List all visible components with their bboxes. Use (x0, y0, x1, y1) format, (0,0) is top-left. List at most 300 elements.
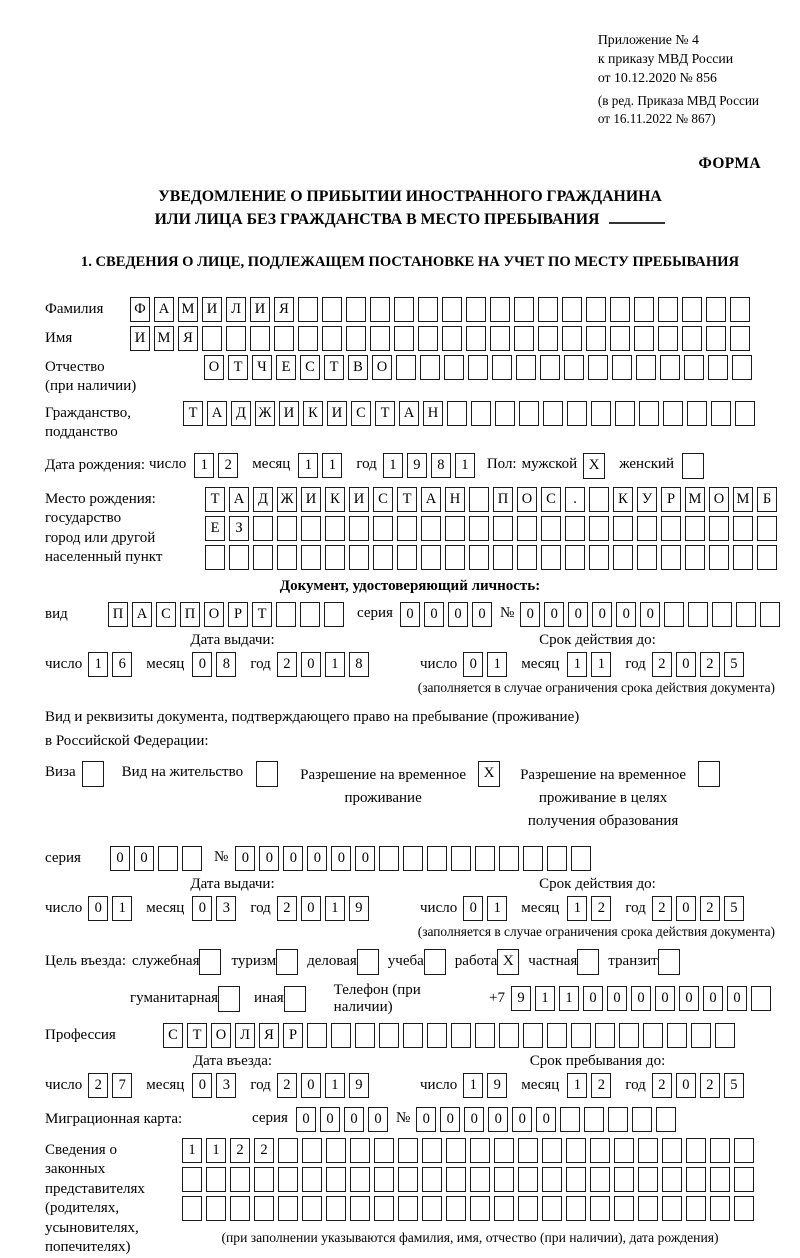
char-cell[interactable] (494, 1167, 514, 1192)
char-cell[interactable]: 2 (254, 1138, 274, 1163)
char-cell[interactable]: 1 (325, 896, 345, 921)
char-cell[interactable] (499, 1023, 519, 1048)
char-cell[interactable]: 0 (616, 602, 636, 627)
char-cell[interactable]: К (303, 401, 323, 426)
char-cell[interactable] (685, 516, 705, 541)
char-cell[interactable]: 3 (216, 896, 236, 921)
char-cell[interactable]: 0 (416, 1107, 436, 1132)
char-cell[interactable]: П (180, 602, 200, 627)
char-cell[interactable]: 1 (559, 986, 579, 1011)
char-cell[interactable] (397, 516, 417, 541)
char-cell[interactable]: Р (228, 602, 248, 627)
char-cell[interactable] (422, 1167, 442, 1192)
checkbox-purpose-humanitarian[interactable] (218, 986, 240, 1012)
char-cell[interactable] (451, 846, 471, 871)
char-cell[interactable]: 1 (298, 453, 318, 478)
char-cell[interactable] (298, 326, 318, 351)
char-cell[interactable]: 1 (463, 1073, 483, 1098)
char-cell[interactable] (760, 602, 780, 627)
char-cell[interactable]: 9 (349, 896, 369, 921)
char-cell[interactable] (661, 545, 681, 570)
char-cell[interactable]: И (349, 487, 369, 512)
char-cell[interactable]: 8 (216, 652, 236, 677)
char-cell[interactable] (325, 516, 345, 541)
char-cell[interactable] (445, 516, 465, 541)
checkbox-purpose-official[interactable] (199, 949, 221, 975)
char-cell[interactable]: А (132, 602, 152, 627)
char-cell[interactable]: 0 (676, 652, 696, 677)
char-cell[interactable] (278, 1196, 298, 1221)
char-cell[interactable] (706, 297, 726, 322)
char-cell[interactable]: 3 (216, 1073, 236, 1098)
char-cell[interactable] (226, 326, 246, 351)
char-cell[interactable] (451, 1023, 471, 1048)
char-cell[interactable] (349, 516, 369, 541)
char-cell[interactable]: 1 (567, 1073, 587, 1098)
char-cell[interactable] (608, 1107, 628, 1132)
char-cell[interactable] (614, 1167, 634, 1192)
char-cell[interactable]: 0 (472, 602, 492, 627)
char-cell[interactable]: 2 (591, 896, 611, 921)
char-cell[interactable]: Я (274, 297, 294, 322)
char-cell[interactable]: О (372, 355, 392, 380)
char-cell[interactable] (706, 326, 726, 351)
char-cell[interactable] (517, 545, 537, 570)
char-cell[interactable]: С (373, 487, 393, 512)
char-cell[interactable] (494, 1196, 514, 1221)
char-cell[interactable] (466, 326, 486, 351)
char-cell[interactable]: 0 (568, 602, 588, 627)
char-cell[interactable]: 7 (112, 1073, 132, 1098)
char-cell[interactable] (687, 401, 707, 426)
char-cell[interactable]: 0 (463, 896, 483, 921)
char-cell[interactable]: О (204, 602, 224, 627)
char-cell[interactable] (567, 401, 587, 426)
char-cell[interactable] (682, 326, 702, 351)
char-cell[interactable] (374, 1196, 394, 1221)
char-cell[interactable] (418, 297, 438, 322)
char-cell[interactable]: 8 (349, 652, 369, 677)
char-cell[interactable] (206, 1167, 226, 1192)
char-cell[interactable] (158, 846, 178, 871)
char-cell[interactable]: 5 (724, 1073, 744, 1098)
char-cell[interactable] (302, 1167, 322, 1192)
char-cell[interactable] (638, 1167, 658, 1192)
char-cell[interactable] (540, 355, 560, 380)
char-cell[interactable]: С (156, 602, 176, 627)
char-cell[interactable]: 2 (700, 652, 720, 677)
char-cell[interactable]: 5 (724, 652, 744, 677)
char-cell[interactable] (469, 516, 489, 541)
char-cell[interactable] (397, 545, 417, 570)
char-cell[interactable]: 2 (652, 652, 672, 677)
char-cell[interactable]: Ж (255, 401, 275, 426)
char-cell[interactable] (182, 1167, 202, 1192)
char-cell[interactable]: И (130, 326, 150, 351)
char-cell[interactable] (370, 326, 390, 351)
checkbox-purpose-other[interactable] (284, 986, 306, 1012)
char-cell[interactable]: О (211, 1023, 231, 1048)
char-cell[interactable]: 0 (727, 986, 747, 1011)
char-cell[interactable] (688, 602, 708, 627)
char-cell[interactable]: М (178, 297, 198, 322)
char-cell[interactable] (446, 1167, 466, 1192)
char-cell[interactable]: 1 (535, 986, 555, 1011)
char-cell[interactable] (619, 1023, 639, 1048)
char-cell[interactable]: А (399, 401, 419, 426)
char-cell[interactable] (301, 516, 321, 541)
char-cell[interactable] (710, 1138, 730, 1163)
char-cell[interactable] (350, 1167, 370, 1192)
char-cell[interactable] (398, 1138, 418, 1163)
char-cell[interactable] (661, 516, 681, 541)
char-cell[interactable]: 0 (655, 986, 675, 1011)
char-cell[interactable]: 1 (383, 453, 403, 478)
char-cell[interactable] (346, 297, 366, 322)
char-cell[interactable]: Т (183, 401, 203, 426)
char-cell[interactable] (584, 1107, 604, 1132)
char-cell[interactable]: 0 (676, 896, 696, 921)
char-cell[interactable]: 9 (511, 986, 531, 1011)
char-cell[interactable]: 2 (700, 1073, 720, 1098)
char-cell[interactable]: Т (375, 401, 395, 426)
char-cell[interactable] (542, 1138, 562, 1163)
char-cell[interactable]: Б (757, 487, 777, 512)
char-cell[interactable] (427, 846, 447, 871)
char-cell[interactable] (230, 1196, 250, 1221)
char-cell[interactable]: 0 (355, 846, 375, 871)
char-cell[interactable] (469, 487, 489, 512)
char-cell[interactable] (565, 516, 585, 541)
char-cell[interactable]: . (565, 487, 585, 512)
char-cell[interactable] (466, 297, 486, 322)
char-cell[interactable] (493, 516, 513, 541)
char-cell[interactable]: С (300, 355, 320, 380)
char-cell[interactable] (730, 297, 750, 322)
char-cell[interactable] (277, 516, 297, 541)
char-cell[interactable] (422, 1138, 442, 1163)
char-cell[interactable]: Т (397, 487, 417, 512)
char-cell[interactable] (565, 545, 585, 570)
char-cell[interactable]: 0 (192, 1073, 212, 1098)
char-cell[interactable] (571, 1023, 591, 1048)
char-cell[interactable] (733, 516, 753, 541)
char-cell[interactable] (445, 545, 465, 570)
char-cell[interactable]: 0 (703, 986, 723, 1011)
char-cell[interactable] (490, 326, 510, 351)
char-cell[interactable] (326, 1196, 346, 1221)
char-cell[interactable] (547, 1023, 567, 1048)
char-cell[interactable]: 0 (134, 846, 154, 871)
char-cell[interactable]: У (637, 487, 657, 512)
char-cell[interactable]: А (207, 401, 227, 426)
char-cell[interactable]: 0 (400, 602, 420, 627)
char-cell[interactable] (685, 545, 705, 570)
char-cell[interactable]: С (163, 1023, 183, 1048)
char-cell[interactable] (736, 602, 756, 627)
char-cell[interactable] (686, 1138, 706, 1163)
char-cell[interactable] (276, 602, 296, 627)
char-cell[interactable] (566, 1167, 586, 1192)
checkbox-purpose-transit[interactable] (658, 949, 680, 975)
char-cell[interactable] (523, 1023, 543, 1048)
checkbox-visa[interactable] (82, 761, 104, 787)
char-cell[interactable] (403, 846, 423, 871)
char-cell[interactable]: 1 (206, 1138, 226, 1163)
char-cell[interactable] (560, 1107, 580, 1132)
char-cell[interactable] (590, 1138, 610, 1163)
char-cell[interactable] (686, 1196, 706, 1221)
char-cell[interactable] (709, 545, 729, 570)
char-cell[interactable]: 1 (487, 896, 507, 921)
char-cell[interactable] (686, 1167, 706, 1192)
char-cell[interactable]: 0 (440, 1107, 460, 1132)
char-cell[interactable] (734, 1138, 754, 1163)
char-cell[interactable] (637, 516, 657, 541)
char-cell[interactable]: 1 (591, 652, 611, 677)
char-cell[interactable] (732, 355, 752, 380)
char-cell[interactable]: 0 (283, 846, 303, 871)
char-cell[interactable] (394, 326, 414, 351)
char-cell[interactable] (547, 846, 567, 871)
char-cell[interactable]: 0 (512, 1107, 532, 1132)
char-cell[interactable]: 0 (301, 1073, 321, 1098)
char-cell[interactable] (499, 846, 519, 871)
char-cell[interactable] (517, 516, 537, 541)
char-cell[interactable] (543, 401, 563, 426)
checkbox-purpose-private[interactable] (577, 949, 599, 975)
char-cell[interactable]: 0 (192, 896, 212, 921)
char-cell[interactable] (250, 326, 270, 351)
char-cell[interactable] (206, 1196, 226, 1221)
char-cell[interactable] (663, 401, 683, 426)
char-cell[interactable] (230, 1167, 250, 1192)
char-cell[interactable] (730, 326, 750, 351)
char-cell[interactable]: Л (226, 297, 246, 322)
char-cell[interactable] (562, 326, 582, 351)
char-cell[interactable] (373, 516, 393, 541)
char-cell[interactable] (591, 401, 611, 426)
char-cell[interactable]: П (493, 487, 513, 512)
char-cell[interactable]: Д (231, 401, 251, 426)
char-cell[interactable]: 2 (591, 1073, 611, 1098)
checkbox-purpose-business[interactable] (357, 949, 379, 975)
char-cell[interactable]: Ж (277, 487, 297, 512)
char-cell[interactable]: 1 (567, 896, 587, 921)
char-cell[interactable] (684, 355, 704, 380)
char-cell[interactable] (495, 401, 515, 426)
char-cell[interactable] (638, 1138, 658, 1163)
char-cell[interactable] (442, 297, 462, 322)
char-cell[interactable] (589, 516, 609, 541)
char-cell[interactable] (302, 1196, 322, 1221)
char-cell[interactable] (370, 297, 390, 322)
char-cell[interactable] (637, 545, 657, 570)
char-cell[interactable]: И (301, 487, 321, 512)
char-cell[interactable] (733, 545, 753, 570)
char-cell[interactable] (595, 1023, 615, 1048)
char-cell[interactable] (514, 297, 534, 322)
char-cell[interactable]: 2 (218, 453, 238, 478)
char-cell[interactable] (202, 326, 222, 351)
char-cell[interactable]: 0 (592, 602, 612, 627)
char-cell[interactable] (667, 1023, 687, 1048)
char-cell[interactable] (518, 1196, 538, 1221)
char-cell[interactable]: 0 (344, 1107, 364, 1132)
char-cell[interactable] (396, 355, 416, 380)
char-cell[interactable] (734, 1196, 754, 1221)
char-cell[interactable] (470, 1196, 490, 1221)
char-cell[interactable] (349, 545, 369, 570)
char-cell[interactable]: 2 (277, 896, 297, 921)
char-cell[interactable] (468, 355, 488, 380)
char-cell[interactable]: З (229, 516, 249, 541)
char-cell[interactable] (331, 1023, 351, 1048)
char-cell[interactable]: 8 (431, 453, 451, 478)
char-cell[interactable]: 2 (652, 896, 672, 921)
char-cell[interactable] (493, 545, 513, 570)
char-cell[interactable] (298, 297, 318, 322)
char-cell[interactable]: Н (423, 401, 443, 426)
char-cell[interactable]: В (348, 355, 368, 380)
char-cell[interactable] (300, 602, 320, 627)
char-cell[interactable] (634, 297, 654, 322)
char-cell[interactable] (421, 545, 441, 570)
char-cell[interactable]: 1 (455, 453, 475, 478)
char-cell[interactable] (427, 1023, 447, 1048)
char-cell[interactable]: 2 (277, 652, 297, 677)
char-cell[interactable]: А (229, 487, 249, 512)
checkbox-purpose-tourism[interactable] (276, 949, 298, 975)
char-cell[interactable]: 1 (194, 453, 214, 478)
char-cell[interactable]: 1 (487, 652, 507, 677)
char-cell[interactable] (322, 326, 342, 351)
char-cell[interactable] (708, 355, 728, 380)
char-cell[interactable] (656, 1107, 676, 1132)
char-cell[interactable]: Я (178, 326, 198, 351)
char-cell[interactable] (634, 326, 654, 351)
char-cell[interactable] (541, 516, 561, 541)
char-cell[interactable] (562, 297, 582, 322)
char-cell[interactable]: 2 (652, 1073, 672, 1098)
char-cell[interactable] (636, 355, 656, 380)
char-cell[interactable] (518, 1138, 538, 1163)
char-cell[interactable] (326, 1138, 346, 1163)
char-cell[interactable] (514, 326, 534, 351)
char-cell[interactable] (470, 1138, 490, 1163)
char-cell[interactable]: 0 (307, 846, 327, 871)
char-cell[interactable] (757, 516, 777, 541)
checkbox-sex-female[interactable] (682, 453, 704, 479)
char-cell[interactable] (710, 1196, 730, 1221)
char-cell[interactable] (589, 487, 609, 512)
char-cell[interactable]: 0 (488, 1107, 508, 1132)
char-cell[interactable]: А (421, 487, 441, 512)
char-cell[interactable] (711, 401, 731, 426)
char-cell[interactable] (324, 602, 344, 627)
char-cell[interactable] (542, 1196, 562, 1221)
checkbox-residence-permit[interactable] (256, 761, 278, 787)
char-cell[interactable] (469, 545, 489, 570)
char-cell[interactable] (346, 326, 366, 351)
char-cell[interactable]: И (327, 401, 347, 426)
char-cell[interactable]: И (279, 401, 299, 426)
char-cell[interactable] (446, 1196, 466, 1221)
char-cell[interactable]: 0 (301, 652, 321, 677)
char-cell[interactable] (301, 545, 321, 570)
char-cell[interactable] (639, 401, 659, 426)
char-cell[interactable] (447, 401, 467, 426)
char-cell[interactable] (420, 355, 440, 380)
char-cell[interactable] (254, 1167, 274, 1192)
char-cell[interactable]: 0 (464, 1107, 484, 1132)
char-cell[interactable] (664, 602, 684, 627)
char-cell[interactable] (374, 1167, 394, 1192)
char-cell[interactable] (446, 1138, 466, 1163)
char-cell[interactable] (229, 545, 249, 570)
char-cell[interactable]: 0 (640, 602, 660, 627)
char-cell[interactable]: Р (661, 487, 681, 512)
char-cell[interactable]: 2 (88, 1073, 108, 1098)
char-cell[interactable] (442, 326, 462, 351)
char-cell[interactable] (374, 1138, 394, 1163)
char-cell[interactable] (373, 545, 393, 570)
char-cell[interactable] (322, 297, 342, 322)
char-cell[interactable] (710, 1167, 730, 1192)
char-cell[interactable] (612, 355, 632, 380)
char-cell[interactable]: 0 (192, 652, 212, 677)
char-cell[interactable]: И (250, 297, 270, 322)
char-cell[interactable] (205, 545, 225, 570)
char-cell[interactable] (471, 401, 491, 426)
char-cell[interactable]: 1 (112, 896, 132, 921)
char-cell[interactable] (278, 1138, 298, 1163)
char-cell[interactable]: 0 (88, 896, 108, 921)
char-cell[interactable] (610, 326, 630, 351)
char-cell[interactable]: Р (283, 1023, 303, 1048)
char-cell[interactable] (519, 401, 539, 426)
char-cell[interactable]: Т (187, 1023, 207, 1048)
char-cell[interactable] (586, 326, 606, 351)
title-blank-underline[interactable] (609, 210, 665, 224)
char-cell[interactable] (662, 1196, 682, 1221)
char-cell[interactable]: 0 (301, 896, 321, 921)
char-cell[interactable]: 2 (700, 896, 720, 921)
checkbox-sex-male[interactable]: X (583, 453, 605, 479)
char-cell[interactable] (691, 1023, 711, 1048)
char-cell[interactable] (253, 545, 273, 570)
char-cell[interactable] (394, 297, 414, 322)
char-cell[interactable] (614, 1138, 634, 1163)
char-cell[interactable]: 1 (88, 652, 108, 677)
char-cell[interactable]: 6 (112, 652, 132, 677)
checkbox-temp-residence-education[interactable] (698, 761, 720, 787)
char-cell[interactable] (398, 1196, 418, 1221)
char-cell[interactable] (307, 1023, 327, 1048)
char-cell[interactable] (475, 846, 495, 871)
char-cell[interactable]: 0 (331, 846, 351, 871)
char-cell[interactable] (350, 1138, 370, 1163)
char-cell[interactable]: 1 (567, 652, 587, 677)
char-cell[interactable] (658, 326, 678, 351)
char-cell[interactable]: С (541, 487, 561, 512)
char-cell[interactable] (379, 846, 399, 871)
char-cell[interactable] (613, 545, 633, 570)
char-cell[interactable] (662, 1138, 682, 1163)
char-cell[interactable]: Т (324, 355, 344, 380)
char-cell[interactable] (614, 1196, 634, 1221)
char-cell[interactable] (418, 326, 438, 351)
